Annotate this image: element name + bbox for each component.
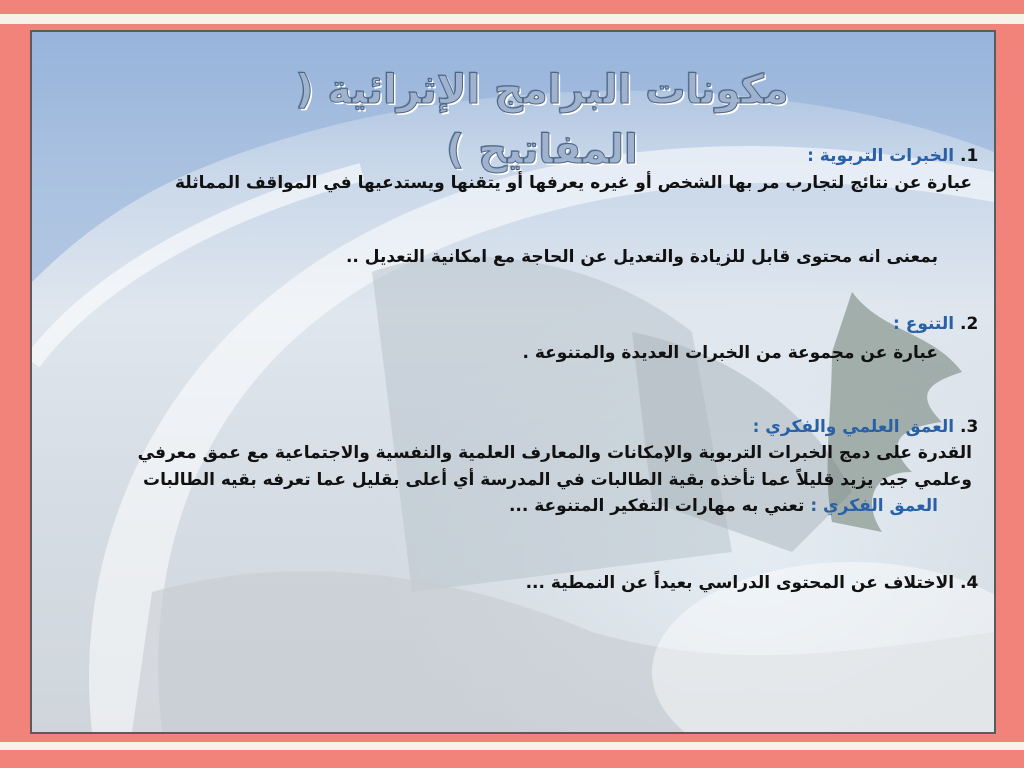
slide-heading: مكونات البرامج الإثرائية ( المفاتيح ): [295, 67, 789, 173]
top-border-band: [0, 14, 1024, 24]
item-4-number: 4.: [960, 573, 979, 593]
item-2-text-line-1: عبارة عن مجموعة من الخبرات العديدة والمتنوعة .: [522, 343, 938, 363]
slide-frame: [30, 30, 996, 734]
item-2-number: 2.: [960, 314, 979, 334]
item-3-title: العمق العلمي والفكري :: [752, 417, 955, 437]
item-3-subpoint: [509, 494, 938, 518]
item-3-sub-label: العمق الفكري :: [810, 496, 938, 516]
item-1-text-line-1: عبارة عن نتائج لتجارب مر بها الشخص أو غيره يعرفها أو يتقنها ويستدعيها في المواقف المماثلة: [175, 173, 972, 193]
item-4-text: الاختلاف عن المحتوى الدراسي بعيداً عن النمطية ...: [525, 573, 955, 593]
item-3-number: 3.: [960, 417, 979, 437]
item-3-text-line-1: القدرة على دمج الخبرات التربوية والإمكانات والمعارف العلمية والنفسية والاجتماعية مع عمق معرفي: [137, 443, 972, 463]
item-2-title: التنوع :: [893, 314, 955, 334]
item-1-heading: [807, 144, 992, 168]
item-4-heading: [526, 571, 992, 595]
item-1-title: الخبرات التربوية :: [807, 146, 955, 166]
item-1-text-line-2: بمعنى انه محتوى قابل للزيادة والتعديل عن الحاجة مع امكانية التعديل ..: [345, 247, 938, 267]
item-3-heading: [753, 415, 992, 439]
bottom-border-band: [0, 742, 1024, 750]
bottom-border-stripe: [0, 750, 1024, 768]
item-3-sub-text: تعني به مهارات التفكير المتنوعة ...: [508, 496, 805, 516]
item-3-text-line-2: وعلمي جيد يزيد قليلاً عما تأخذه بقية الطالبات في المدرسة أي أعلى بقليل عما تعرفه بقيه الطالبات: [142, 470, 972, 490]
item-2-heading: [893, 312, 992, 336]
top-border-stripe: [0, 0, 1024, 14]
item-1-number: 1.: [960, 146, 979, 166]
